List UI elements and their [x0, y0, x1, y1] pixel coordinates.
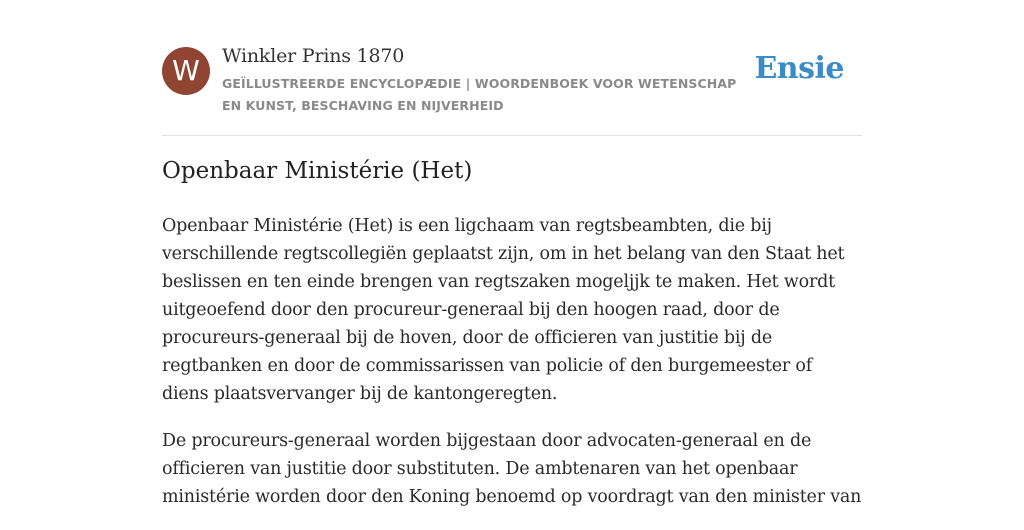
page-container: [162, 0, 862, 507]
source-header: [162, 0, 862, 136]
article-title: Openbaar Ministérie (Het): [162, 158, 473, 184]
source-title[interactable]: Winkler Prins 1870: [222, 45, 405, 67]
article-paragraph: Openbaar Ministérie (Het) is een ligchaam van regtsbeambten, die bij verschillende regtscollegiën geplaatst zijn, om in het belang van den Staat het beslissen en ten einde brengen van regtszaken mogeljjk te maken. Het wordt uitgeoefend door den procureur-generaal bij den hoogen raad, door de procureurs-generaal bij de hoven, door de officieren van justitie bij de regtbanken en door de commissarissen van policie of den burgemeester of diens plaatsvervanger bij de kantongeregten.: [162, 216, 845, 404]
ensie-logo[interactable]: Ensie: [754, 51, 844, 86]
article-body: [162, 212, 862, 530]
source-avatar[interactable]: W: [162, 47, 210, 95]
article-paragraph: De procureurs-generaal worden bijgestaan door advocaten-generaal en de officieren van justitie door substituten. De ambtenaren van het openbaar ministérie worden door den Koning benoemd op voordragt van den minister van: [162, 431, 862, 507]
source-subtitle: GEÏLLUSTREERDE ENCYCLOPÆDIE | WOORDENBOEK VOOR WETENSCHAP EN KUNST, BESCHAVING EN NIJVERHEID: [222, 76, 737, 113]
